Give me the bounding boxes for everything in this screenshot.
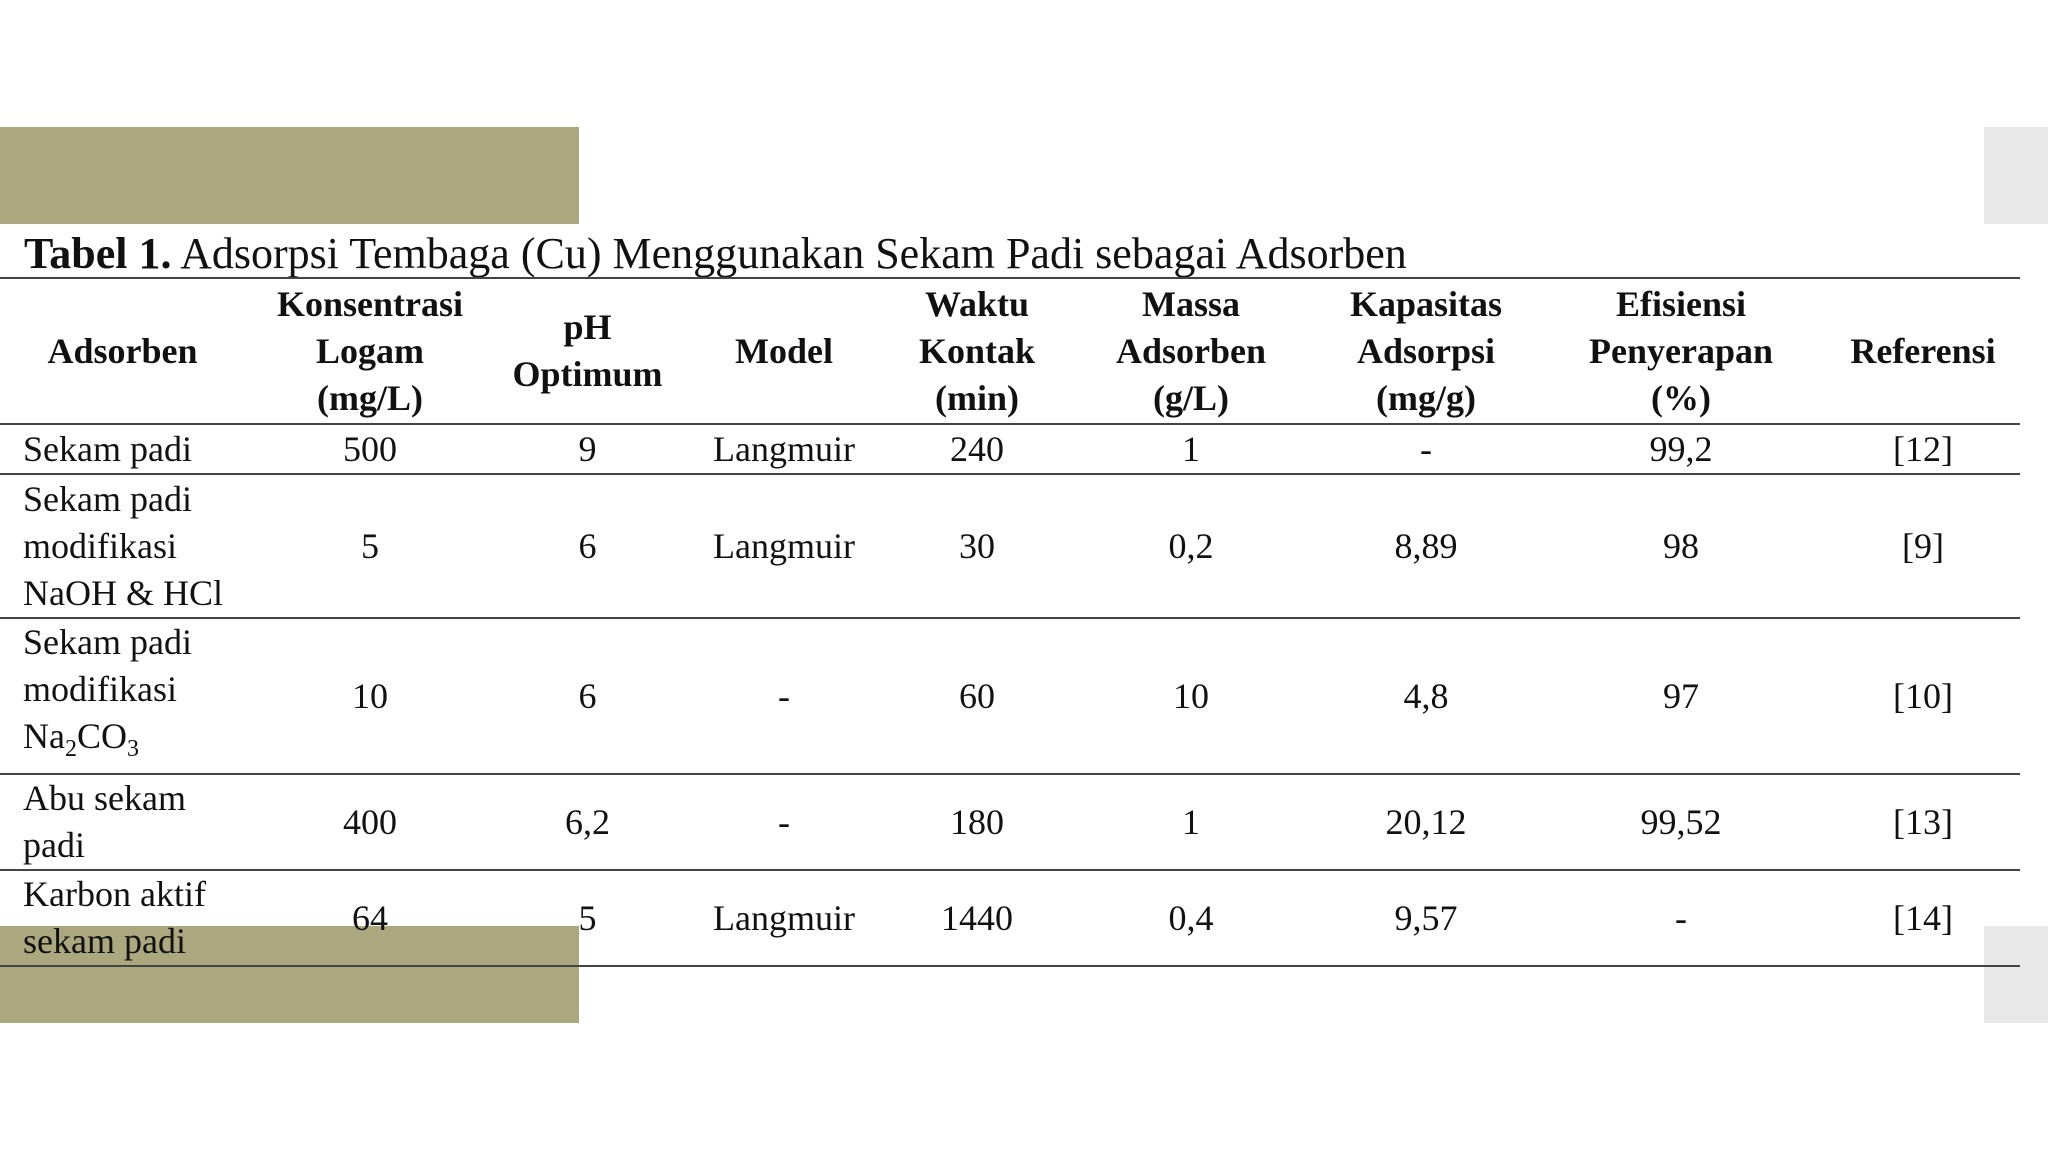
header-referensi: Referensi bbox=[1850, 330, 1996, 371]
cell-referensi: [12] bbox=[1893, 428, 1953, 469]
header-row bbox=[0, 278, 2020, 424]
cell-kapasitas: - bbox=[1420, 428, 1432, 469]
header-kapasitas: Kapasitas Adsorpsi (mg/g) bbox=[1349, 283, 1503, 418]
cell-adsorben: Sekam padi modifikasi $Na_2CO_3$ bbox=[0, 618, 245, 774]
cell-konsentrasi: 5 bbox=[361, 525, 379, 566]
cell-referensi: [13] bbox=[1893, 801, 1953, 842]
cell-massa: 1 bbox=[1182, 428, 1200, 469]
table-caption bbox=[24, 226, 1407, 282]
cell-kapasitas: 4,8 bbox=[1403, 675, 1449, 716]
table-row bbox=[0, 474, 2020, 618]
table-row bbox=[0, 618, 2020, 774]
cell-model: Langmuir bbox=[713, 428, 855, 469]
olive-accent-bar-top bbox=[0, 127, 579, 224]
cell-efisiensi: 99,2 bbox=[1649, 428, 1713, 469]
header-massa: Massa Adsorben (g/L) bbox=[1115, 283, 1267, 418]
header-ph: pH Optimum bbox=[512, 307, 663, 394]
cell-adsorben: Sekam padi bbox=[23, 428, 192, 469]
cell-ph: 6,2 bbox=[565, 801, 610, 842]
chemical-formula: $Na_2CO_3$ bbox=[23, 716, 139, 763]
caption-text: Adsorpsi Tembaga (Cu) Menggunakan Sekam Padi sebagai Adsorben bbox=[171, 229, 1407, 278]
cell-massa: 0,4 bbox=[1168, 897, 1214, 938]
cell-waktu: 30 bbox=[959, 525, 995, 566]
cell-kapasitas: 8,89 bbox=[1394, 525, 1458, 566]
table-row bbox=[0, 774, 2020, 870]
cell-referensi: [9] bbox=[1902, 525, 1944, 566]
table-row bbox=[0, 424, 2020, 474]
cell-massa: 10 bbox=[1173, 675, 1209, 716]
cell-konsentrasi: 10 bbox=[352, 675, 388, 716]
cell-efisiensi: 97 bbox=[1663, 675, 1699, 716]
cell-waktu: 180 bbox=[950, 801, 1004, 842]
cell-massa: 0,2 bbox=[1168, 525, 1214, 566]
cell-model: - bbox=[778, 675, 790, 716]
cell-model: Langmuir bbox=[713, 525, 855, 566]
cell-adsorben: Abu sekam padi bbox=[23, 778, 186, 866]
cell-efisiensi: 99,52 bbox=[1640, 801, 1722, 842]
caption-label: Tabel 1. bbox=[24, 229, 172, 278]
cell-ph: 5 bbox=[578, 897, 597, 938]
cell-efisiensi: - bbox=[1675, 897, 1687, 938]
cell-efisiensi: 98 bbox=[1663, 525, 1699, 566]
cell-adsorben: Karbon aktif sekam padi bbox=[23, 874, 206, 962]
cell-kapasitas: 9,57 bbox=[1394, 897, 1458, 938]
adsorption-table bbox=[0, 277, 2020, 967]
cell-konsentrasi: 400 bbox=[343, 801, 397, 842]
cell-ph: 6 bbox=[578, 525, 597, 566]
cell-waktu: 60 bbox=[959, 675, 995, 716]
header-efisiensi: Efisiensi Penyerapan (%) bbox=[1589, 283, 1773, 418]
header-waktu: Waktu Kontak (min) bbox=[918, 283, 1036, 418]
header-model: Model bbox=[735, 330, 833, 371]
cell-konsentrasi: 500 bbox=[343, 428, 397, 469]
cell-massa: 1 bbox=[1182, 801, 1200, 842]
cell-model: Langmuir bbox=[713, 897, 855, 938]
table-row bbox=[0, 870, 2020, 966]
cell-referensi: [10] bbox=[1893, 675, 1953, 716]
cell-adsorben: Sekam padi modifikasi NaOH & HCl bbox=[23, 478, 223, 613]
cell-ph: 9 bbox=[578, 428, 597, 469]
header-konsentrasi: Konsentrasi Logam (mg/L) bbox=[276, 283, 463, 418]
cell-ph: 6 bbox=[578, 675, 597, 716]
cell-konsentrasi: 64 bbox=[352, 897, 388, 938]
cell-model: - bbox=[778, 801, 790, 842]
cell-referensi: [14] bbox=[1893, 897, 1953, 938]
header-adsorben: Adsorben bbox=[47, 330, 198, 371]
cell-waktu: 1440 bbox=[941, 897, 1013, 938]
cell-kapasitas: 20,12 bbox=[1385, 801, 1467, 842]
cell-waktu: 240 bbox=[950, 428, 1004, 469]
grey-accent-block-top bbox=[1984, 127, 2048, 224]
